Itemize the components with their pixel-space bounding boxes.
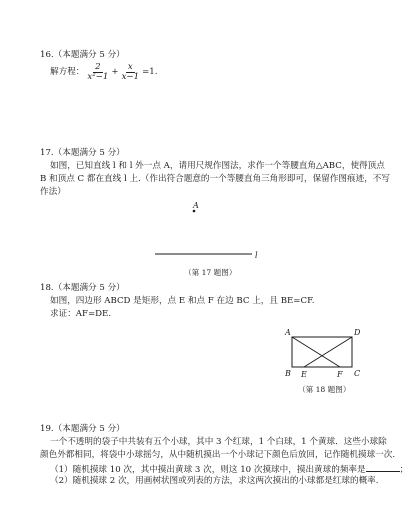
q17-point-A [193, 210, 196, 213]
q16-plus: + [111, 67, 119, 78]
q18-text-line-1: 如图，四边形 ABCD 是矩形，点 E 和点 F 在边 BC 上，且 BE=CF. [50, 296, 315, 306]
q16-frac1-denominator: x²−1 [87, 72, 109, 83]
q17-text-line-3: 作法） [40, 187, 66, 197]
q18-label-D: D [354, 328, 361, 337]
q19-text-line-1: 一个不透明的袋子中共装有五个小球，其中 3 个红球，1 个白球，1 个黄球．这些小球除 [50, 437, 387, 447]
q18-header: 18.（本题满分 5 分） [40, 283, 125, 293]
q16-header: 16.（本题满分 5 分） [40, 50, 125, 60]
q19-item-1-text: （1）随机摸球 10 次，其中摸出黄球 3 次，则这 10 次摸球中，摸出黄球的频率是 [50, 465, 366, 475]
q18-segment-DE [304, 337, 352, 367]
q18-label-B: B [285, 369, 291, 378]
q17-text-line-2: B 和顶点 C 都在直线 l 上.（作出符合题意的一个等腰直角三角形即可，保留作图痕迹，不写 [40, 174, 390, 184]
q19-item-1 [50, 463, 408, 477]
q16-frac2-denominator: x−1 [121, 72, 140, 83]
q17-point-A-label: A [193, 201, 199, 210]
q16-frac2-numerator: x [127, 62, 133, 72]
q17-header: 17.（本题满分 5 分） [40, 148, 125, 158]
q19-text-line-2: 颜色外都相同，将袋中小球摇匀，从中随机摸出一个小球记下颜色后放回，记作随机摸球一次. [40, 450, 396, 460]
q19-header: 19.（本题满分 5 分） [40, 424, 125, 434]
q18-text-line-2: 求证：AF=DE. [50, 309, 112, 319]
q17-line-l-label: l [255, 251, 258, 260]
q16-equals: =1. [142, 67, 158, 78]
q18-segment-AF [292, 337, 340, 367]
q18-label-E: E [301, 370, 307, 379]
q19-item-1-end: ； [399, 465, 408, 475]
q16-frac1-numerator: 2 [95, 62, 101, 72]
q16-prefix: 解方程： [50, 67, 85, 78]
q18-rectangle-ABCD [292, 337, 352, 367]
q18-label-C: C [354, 369, 361, 378]
q19-answer-blank [366, 463, 400, 472]
q18-label-F: F [337, 370, 343, 379]
q17-caption: （第 17 题图） [184, 268, 237, 277]
q18-caption: （第 18 题图） [298, 385, 351, 394]
q18-label-A: A [285, 328, 291, 337]
q19-item-2: （2）随机摸球 2 次，用画树状图或列表的方法，求这两次摸出的小球都是红球的概率. [50, 476, 379, 486]
q17-text-line-1: 如图，已知直线 l 和 l 外一点 A，请用尺规作图法，求作一个等腰直角△ABC，使得顶点 [50, 161, 385, 171]
